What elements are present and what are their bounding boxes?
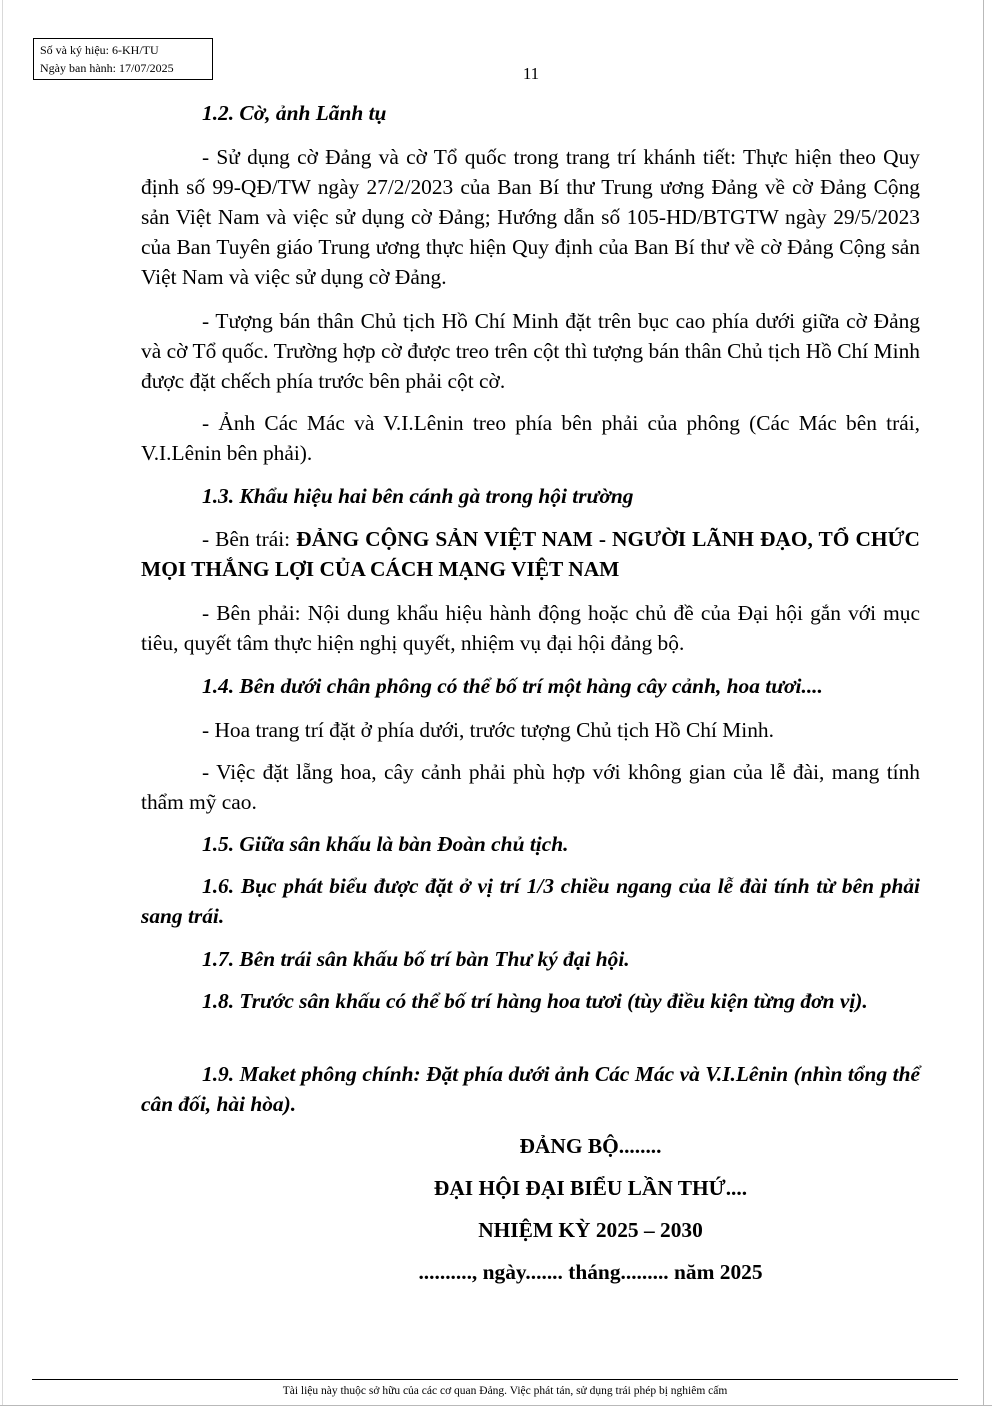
section-heading-1-9: 1.9. Maket phông chính: Đặt phía dưới ảnh Các Mác và V.I.Lênin (nhìn tổng thể cân đối, hài hòa). xyxy=(141,1062,920,1116)
page-number: 11 xyxy=(522,64,540,83)
maket-congress-title: ĐẠI HỘI ĐẠI BIỂU LẦN THỨ.... xyxy=(433,1176,748,1200)
paragraph-bust-placement: - Tượng bán thân Chủ tịch Hồ Chí Minh đặt trên bục cao phía dưới giữa cờ Đảng và cờ Tổ quốc. Trường hợp cờ được treo trên cột thì tượng bán thân Chủ tịch Hồ Chí Minh được đặt chếch phía trước bên phải cột cờ. xyxy=(141,309,920,393)
page-edge-left xyxy=(2,0,3,1406)
document-number: Số và ký hiệu: 6-KH/TU xyxy=(40,43,159,57)
footer-confidentiality-notice: Tài liệu này thuộc sở hữu của các cơ quan Đảng. Việc phát tán, sử dụng trái phép bị nghiêm cấm xyxy=(282,1385,728,1397)
maket-party-committee: ĐẢNG BỘ........ xyxy=(519,1134,662,1158)
footer-divider xyxy=(32,1379,958,1380)
section-heading-1-2: 1.2. Cờ, ảnh Lãnh tụ xyxy=(202,101,387,125)
section-heading-1-3: 1.3. Khẩu hiệu hai bên cánh gà trong hội trường xyxy=(202,484,634,508)
section-heading-1-5: 1.5. Giữa sân khấu là bàn Đoàn chủ tịch. xyxy=(202,832,569,856)
paragraph-left-slogan xyxy=(141,524,920,584)
left-slogan-text: ĐẢNG CỘNG SẢN VIỆT NAM - NGƯỜI LÃNH ĐẠO, TỔ CHỨC MỌI THẮNG LỢI CỦA CÁCH MẠNG VIỆT NAM xyxy=(141,527,920,581)
paragraph-portraits: - Ảnh Các Mác và V.I.Lênin treo phía bên phải của phông (Các Mác bên trái, V.I.Lênin bên phải). xyxy=(141,411,920,465)
section-heading-1-4: 1.4. Bên dưới chân phông có thể bố trí một hàng cây cảnh, hoa tươi.... xyxy=(202,674,823,698)
page-edge-right xyxy=(983,0,984,1406)
section-heading-1-6: 1.6. Bục phát biểu được đặt ở vị trí 1/3 chiều ngang của lễ đài tính từ bên phải sang trái. xyxy=(141,874,920,928)
section-heading-1-8: 1.8. Trước sân khấu có thể bố trí hàng hoa tươi (tùy điều kiện từng đơn vị). xyxy=(202,989,868,1013)
paragraph-flowers: - Hoa trang trí đặt ở phía dưới, trước tượng Chủ tịch Hồ Chí Minh. xyxy=(202,718,774,742)
left-slogan-label: - Bên trái: xyxy=(202,527,297,551)
maket-date-line: .........., ngày....... tháng......... năm 2025 xyxy=(418,1260,763,1284)
issue-date: Ngày ban hành: 17/07/2025 xyxy=(40,61,174,75)
section-heading-1-7: 1.7. Bên trái sân khấu bố trí bàn Thư ký đại hội. xyxy=(202,947,630,971)
paragraph-flag-usage: - Sử dụng cờ Đảng và cờ Tổ quốc trong trang trí khánh tiết: Thực hiện theo Quy định số 99-QĐ/TW ngày 27/2/2023 của Ban Bí thư Trung ương Đảng về cờ Đảng Cộng sản Việt Nam và việc sử dụng cờ Đảng; Hướng dẫn số 105-HD/BTGTW ngày 29/5/2023 của Ban Tuyên giáo Trung ương thực hiện Quy định của Ban Bí thư về cờ Đảng Cộng sản Việt Nam và việc sử dụng cờ Đảng. xyxy=(141,145,920,289)
paragraph-flower-baskets: - Việc đặt lẵng hoa, cây cảnh phải phù hợp với không gian của lễ đài, mang tính thẩm mỹ cao. xyxy=(141,760,920,814)
paragraph-right-slogan: - Bên phải: Nội dung khẩu hiệu hành động hoặc chủ đề của Đại hội gắn với mục tiêu, quyết tâm thực hiện nghị quyết, nhiệm vụ đại hội đảng bộ. xyxy=(141,601,920,655)
maket-term: NHIỆM KỲ 2025 – 2030 xyxy=(478,1218,703,1242)
